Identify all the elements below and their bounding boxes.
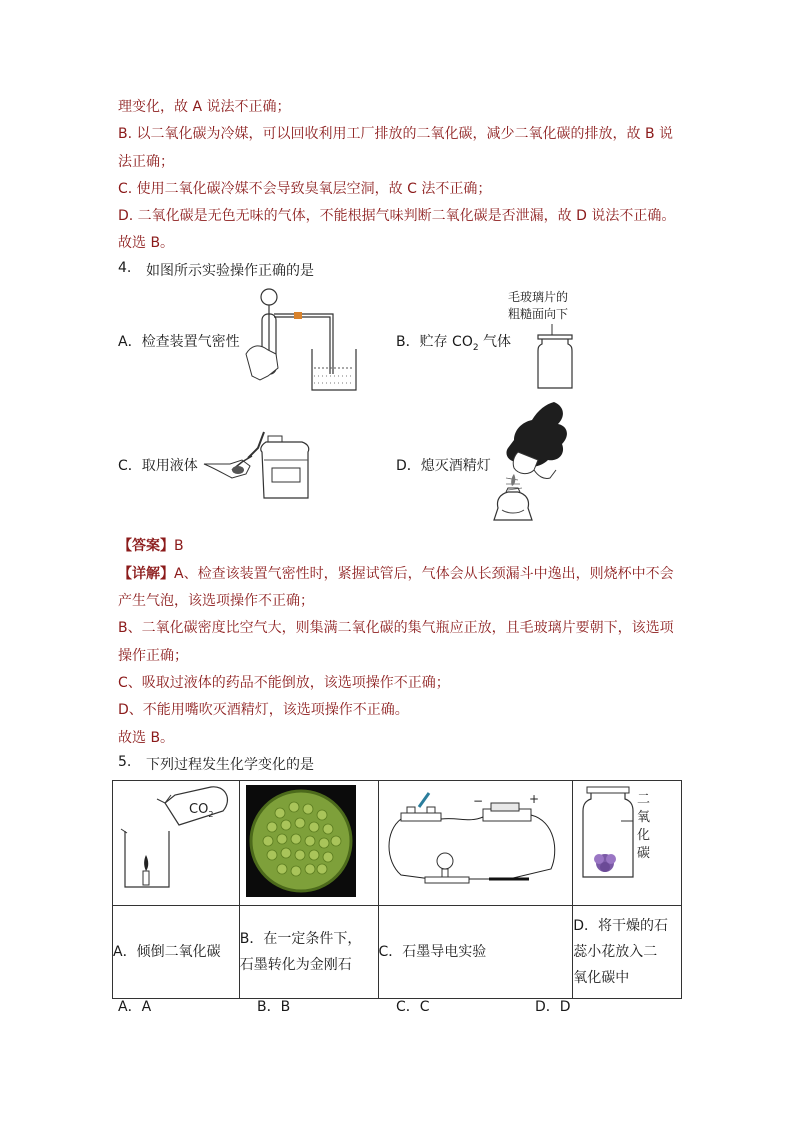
q5-figure-d-cell: [573, 781, 682, 906]
dropper-liquid-figure: [202, 428, 314, 500]
q5-choice-c: C．C: [396, 999, 430, 1015]
detail-tag: 【详解】: [118, 566, 174, 582]
q4-option-d: D．熄灭酒精灯: [396, 458, 491, 474]
jar-label-2: 氧: [637, 810, 651, 825]
q4-detail-d: D、不能用嘴吹灭酒精灯，该选项操作不正确。: [118, 702, 409, 718]
co2-label: $CO_2$: [189, 802, 214, 819]
q4-stem: 如图所示实验操作正确的是: [146, 263, 314, 279]
q5-option-b-text: B．在一定条件下， 石墨转化为金刚石: [239, 906, 378, 999]
q4-detail-a2: 产生气泡，该选项操作不正确；: [118, 593, 314, 609]
q4-number: 4.: [118, 260, 132, 276]
detail-line-a-tail: 理变化，故 A 说法不正确；: [118, 99, 291, 115]
pour-co2-figure: [113, 781, 237, 901]
q4-option-a: A．检查装置气密性: [118, 334, 240, 350]
q4-conclusion: 故选 B。: [118, 730, 175, 746]
q5-option-a-text: A．倾倒二氧化碳: [113, 906, 240, 999]
q4-option-c: C．取用液体: [118, 458, 198, 474]
alcohol-lamp-blowing-figure: [484, 400, 574, 528]
jar-label-3: 化: [637, 828, 651, 843]
q5-option-d-text: D．将干燥的石 蕊小花放入二 氧化碳中: [573, 906, 682, 999]
q4-detail-a1: 【详解】A、检查该装置气密性时，紧握试管后，气体会从长颈漏斗中逸出，则烧杯中不会: [118, 566, 674, 582]
q5-choice-a: A．A: [118, 999, 152, 1015]
q5-choice-b: B．B: [257, 999, 291, 1015]
q4-detail-b1: B、二氧化碳密度比空气大，则集满二氧化碳的集气瓶应正放，且毛玻璃片要朝下，该选项: [118, 620, 674, 636]
jar-label-1: 二: [637, 792, 651, 807]
q4-option-b: B．贮存 $CO_2$ 气体: [396, 334, 512, 353]
q4-option-b-note-1: 毛玻璃片的: [508, 290, 569, 304]
q4-detail-b2: 操作正确；: [118, 648, 188, 664]
litmus-flower-jar-figure: [573, 781, 679, 901]
detail-line-d: D. 二氧化碳是无色无味的气体，不能根据气味判断二氧化碳是否泄漏，故 D 说法不正确。: [118, 208, 676, 224]
detail-line-b1: B. 以二氧化碳为冷媒，可以回收利用工厂排放的二氧化碳，减少二氧化碳的排放，故 B 说: [118, 126, 674, 142]
minus-sign: −: [472, 794, 483, 808]
detail-line-c: C. 使用二氧化碳冷媒不会导致臭氧层空洞，故 C 法不正确；: [118, 181, 492, 197]
plus-sign: +: [528, 792, 539, 806]
q5-number: 5.: [118, 754, 132, 770]
q4-answer: 【答案】B: [118, 538, 184, 554]
graphite-conductivity-circuit: [379, 781, 571, 901]
detail-conclusion: 故选 B。: [118, 235, 175, 251]
q5-options-table: [112, 780, 682, 999]
gas-jar-figure: [530, 322, 580, 392]
graphite-micrograph-figure: [240, 781, 376, 901]
q5-figure-a-cell: [113, 781, 240, 906]
q5-option-c-text: C．石墨导电实验: [378, 906, 573, 999]
q4-option-b-note-2: 粗糙面向下: [508, 307, 569, 321]
q5-figure-b-cell: [239, 781, 378, 906]
q5-choice-d: D．D: [535, 999, 571, 1015]
q5-figure-c-cell: [378, 781, 573, 906]
detail-line-b2: 法正确；: [118, 154, 174, 170]
answer-tag: 【答案】: [118, 538, 174, 554]
jar-label-4: 碳: [637, 846, 651, 861]
q5-stem: 下列过程发生化学变化的是: [146, 757, 314, 773]
airtightness-apparatus-figure: [238, 284, 368, 394]
q4-detail-c: C、吸取过液体的药品不能倒放，该选项操作不正确；: [118, 675, 450, 691]
